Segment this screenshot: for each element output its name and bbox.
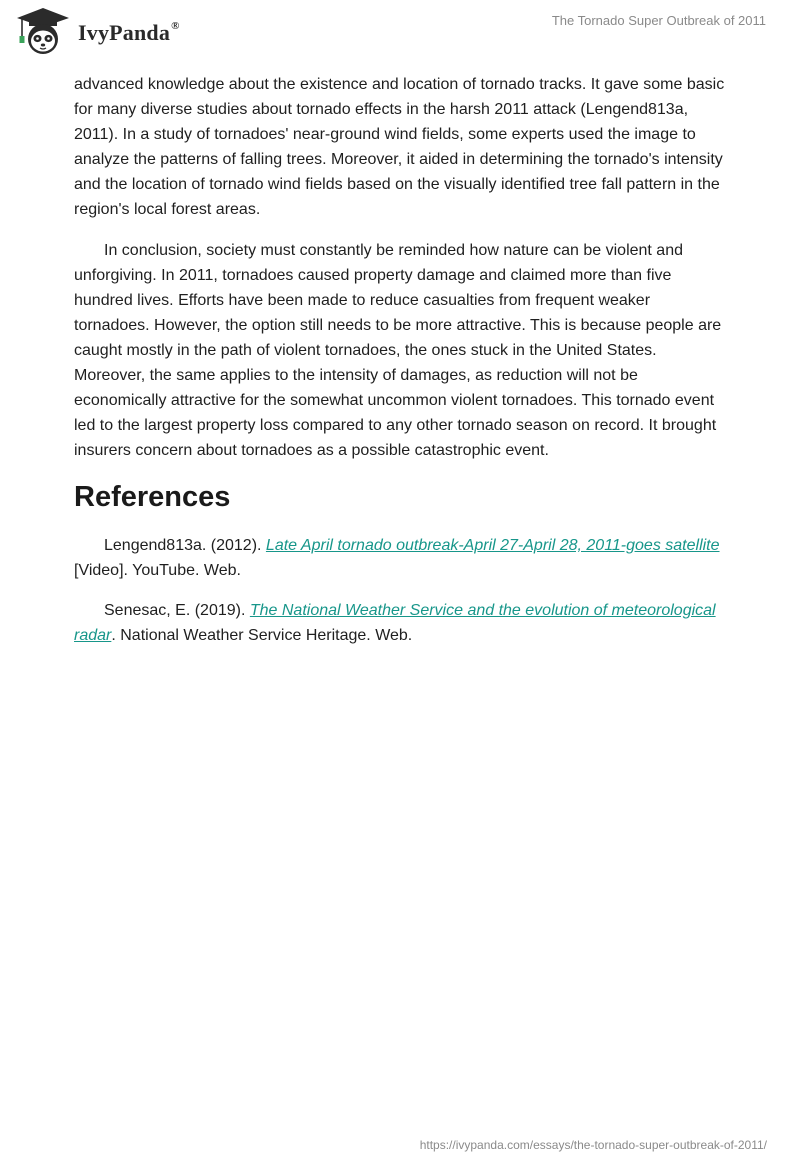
paragraph-conclusion: In conclusion, society must constantly be reminded how nature can be violent and unforgiving. In 2011, tornadoes caused property damage and claimed more than five hundred lives. Efforts have been made to reduce casualties from frequent weaker tornadoes. However, the option still needs to be more attractive. This is because people are caught mostly in the path of violent tornadoes, the ones stuck in the United States. Moreover, the same applies to the intensity of damages, as reduction will not be economically attractive for the somewhat uncommon violent tornadoes. This tornado event led to the largest property loss compared to any other tornado season on record. It brought insurers concern about tornadoes as a possible catastrophic event. bbox=[74, 242, 722, 459]
reference-source: [Video]. YouTube. Web. bbox=[74, 562, 241, 579]
paragraph-continued: advanced knowledge about the existence and location of tornado tracks. It gave some basic for many diverse studies about tornado effects in the harsh 2011 attack (Lengend813a, 2011). In a study of tornadoes' near-ground wind fields, some experts used the image to analyze the patterns of falling trees. Moreover, it aided in determining the tornado's intensity and the location of tornado wind fields based on the visually identified tree fall pattern in the region's local forest areas. bbox=[74, 76, 725, 218]
references-heading: References bbox=[74, 481, 231, 513]
reference-link[interactable]: The National Weather Service and the evolution of meteorological radar bbox=[74, 602, 716, 644]
reference-entry bbox=[74, 598, 726, 648]
reference-author-year: Senesac, E. (2019). bbox=[104, 602, 250, 619]
footer-source-url[interactable]: https://ivypanda.com/essays/the-tornado-super-outbreak-of-2011/ bbox=[419, 1138, 767, 1152]
reference-source: . National Weather Service Heritage. Web. bbox=[111, 627, 413, 644]
reference-author-year: Lengend813a. (2012). bbox=[104, 537, 266, 554]
page-header bbox=[0, 0, 800, 64]
document-title: The Tornado Super Outbreak of 2011 bbox=[551, 13, 766, 28]
reference-link[interactable]: Late April tornado outbreak-April 27-April 28, 2011-goes satellite bbox=[265, 537, 720, 554]
reference-entry bbox=[74, 533, 726, 583]
panda-logo-icon bbox=[14, 7, 72, 57]
brand-name: IvyPanda® bbox=[78, 19, 180, 45]
ivypanda-logo[interactable] bbox=[14, 7, 180, 57]
essay-content bbox=[74, 72, 726, 663]
